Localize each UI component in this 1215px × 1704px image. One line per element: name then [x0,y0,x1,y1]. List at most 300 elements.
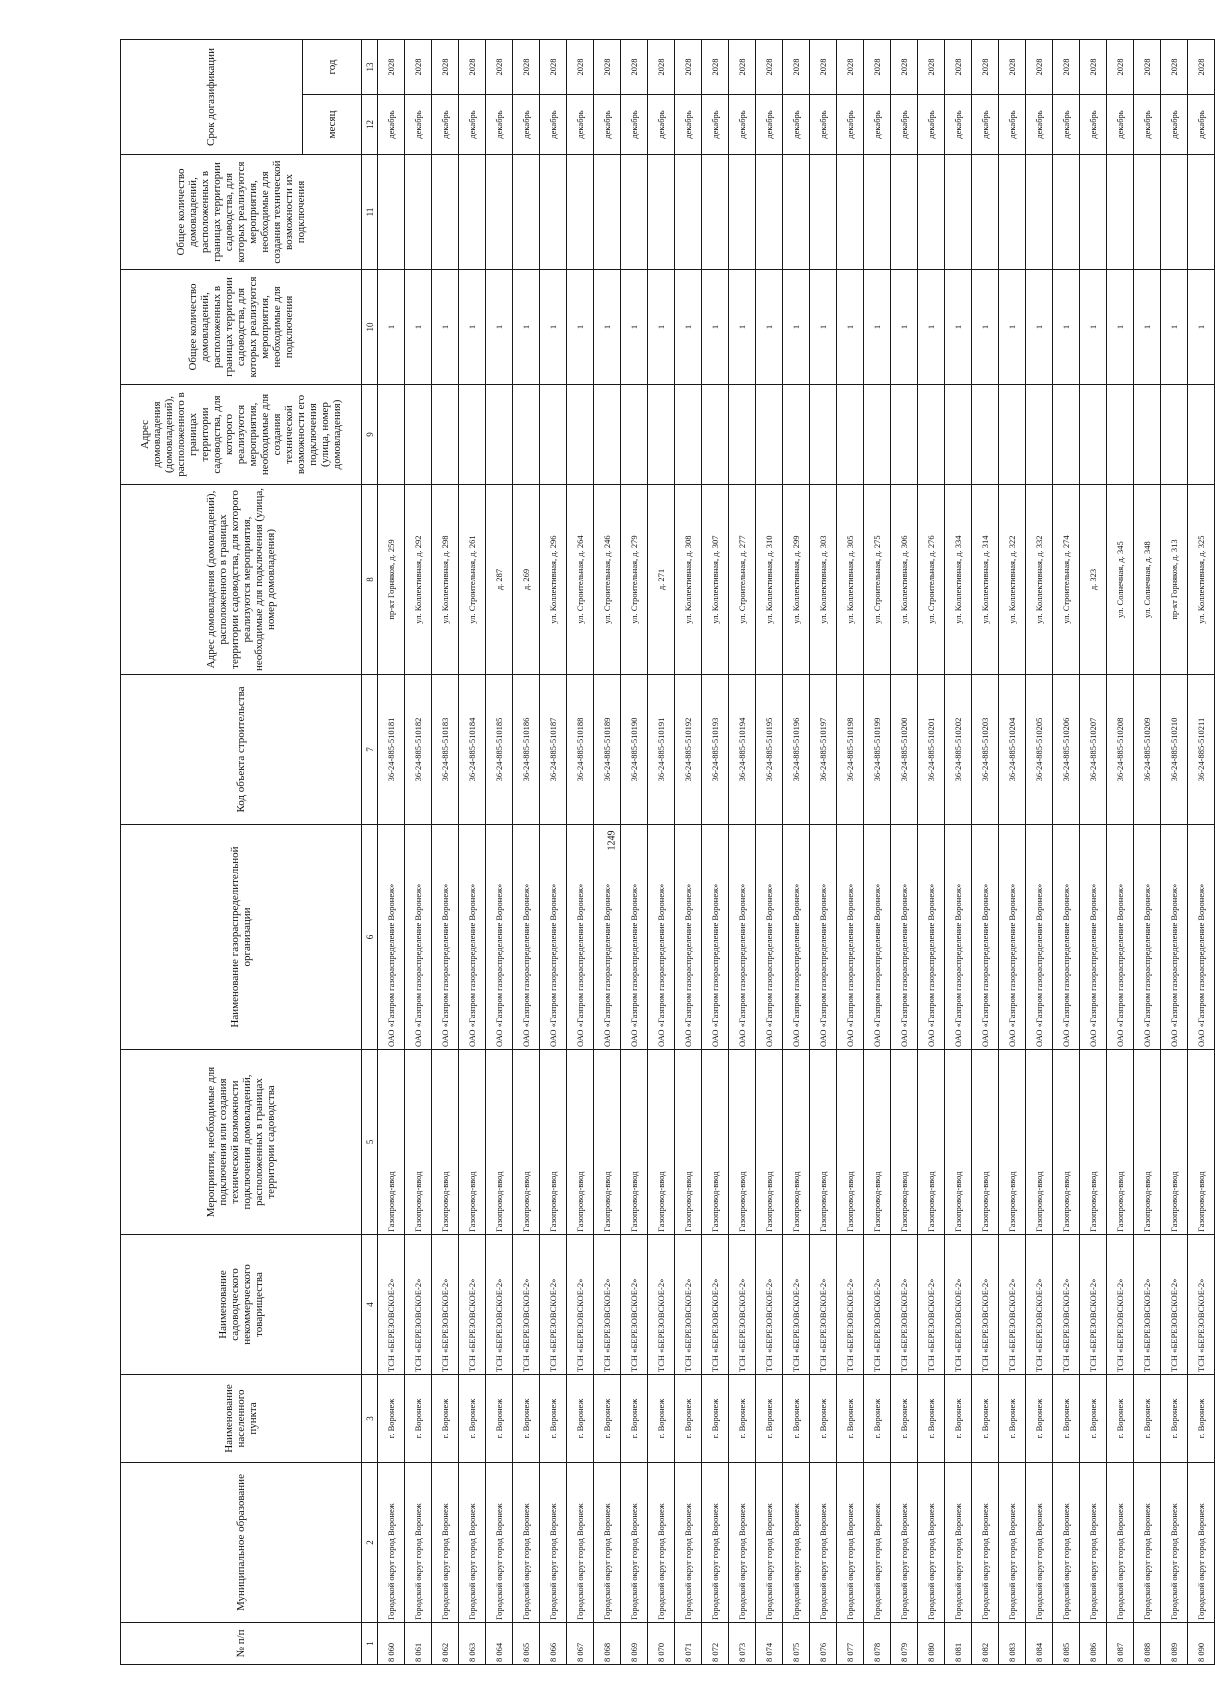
measures-cell: Газопровод-ввод [567,1050,594,1235]
address-cell: пр-кт Горняков, д. 259 [378,485,405,675]
settlement-cell: г. Воронеж [972,1375,999,1463]
column-number: 1 [362,1623,378,1665]
municipality-cell: Городской округ город Воронеж [648,1463,675,1623]
gas-organization-cell: ОАО «Газпром газораспределение Воронеж» [621,825,648,1050]
count-cell: 1 [810,270,837,385]
measures-cell: Газопровод-ввод [702,1050,729,1235]
municipality-cell: Городской округ город Воронеж [999,1463,1026,1623]
technical-address-cell [1053,385,1080,485]
row-number: 8 070 [648,1623,675,1665]
address-cell: ул. Коллективная, д. 298 [432,485,459,675]
measures-cell: Газопровод-ввод [378,1050,405,1235]
technical-count-cell [756,155,783,270]
gas-organization-cell: ОАО «Газпром газораспределение Воронеж» [459,825,486,1050]
settlement-cell: г. Воронеж [945,1375,972,1463]
table-row [567,39,594,1664]
header-settlement: Наименование населенного пункта [121,1375,362,1463]
settlement-cell: г. Воронеж [1080,1375,1107,1463]
municipality-cell: Городской округ город Воронеж [945,1463,972,1623]
technical-count-cell [1188,155,1215,270]
measures-cell: Газопровод-ввод [918,1050,945,1235]
technical-count-cell [972,155,999,270]
measures-cell: Газопровод-ввод [621,1050,648,1235]
count-cell: 1 [540,270,567,385]
row-number: 8 061 [405,1623,432,1665]
municipality-cell: Городской округ город Воронеж [432,1463,459,1623]
address-cell: ул. Коллективная, д. 310 [756,485,783,675]
header-row-number: № п/п [121,1623,362,1665]
address-cell: ул. Строительная, д. 261 [459,485,486,675]
object-code-cell: 36-24-885-510203 [972,675,999,825]
gas-organization-cell: ОАО «Газпром газораспределение Воронеж» [837,825,864,1050]
month-cell: декабрь [540,95,567,155]
partnership-cell: ТСН «БЕРЕЗОВСКОЕ-2» [540,1235,567,1375]
page-number: 1249 [606,830,618,851]
partnership-cell: ТСН «БЕРЕЗОВСКОЕ-2» [891,1235,918,1375]
table-row [837,39,864,1664]
row-number: 8 079 [891,1623,918,1665]
month-cell: декабрь [378,95,405,155]
table-row [378,39,405,1664]
year-cell: 2028 [675,39,702,94]
settlement-cell: г. Воронеж [810,1375,837,1463]
gas-organization-cell: ОАО «Газпром газораспределение Воронеж» [918,825,945,1050]
settlement-cell: г. Воронеж [675,1375,702,1463]
technical-count-cell [837,155,864,270]
row-number: 8 078 [864,1623,891,1665]
count-cell: 1 [783,270,810,385]
month-cell: декабрь [1161,95,1188,155]
measures-cell: Газопровод-ввод [405,1050,432,1235]
object-code-cell: 36-24-885-510187 [540,675,567,825]
gas-organization-cell: ОАО «Газпром газораспределение Воронеж» [513,825,540,1050]
measures-cell: Газопровод-ввод [432,1050,459,1235]
partnership-cell: ТСН «БЕРЕЗОВСКОЕ-2» [1134,1235,1161,1375]
address-cell: ул. Строительная, д. 274 [1053,485,1080,675]
settlement-cell: г. Воронеж [1107,1375,1134,1463]
gas-organization-cell: ОАО «Газпром газораспределение Воронеж» [783,825,810,1050]
municipality-cell: Городской округ город Воронеж [729,1463,756,1623]
address-cell: ул. Коллективная, д. 322 [999,485,1026,675]
count-cell: 1 [891,270,918,385]
address-cell: ул. Коллективная, д. 303 [810,485,837,675]
count-cell: 1 [1026,270,1053,385]
count-cell: 1 [702,270,729,385]
count-cell: 1 [1134,270,1161,385]
technical-address-cell [675,385,702,485]
municipality-cell: Городской округ город Воронеж [864,1463,891,1623]
measures-cell: Газопровод-ввод [1080,1050,1107,1235]
header-month: месяц [302,95,361,155]
object-code-cell: 36-24-885-510204 [999,675,1026,825]
object-code-cell: 36-24-885-510202 [945,675,972,825]
address-cell: д. 323 [1080,485,1107,675]
year-cell: 2028 [1161,39,1188,94]
address-cell: ул. Коллективная, д. 299 [783,485,810,675]
technical-address-cell [621,385,648,485]
address-cell: д. 271 [648,485,675,675]
object-code-cell: 36-24-885-510190 [621,675,648,825]
technical-count-cell [486,155,513,270]
count-cell: 1 [1053,270,1080,385]
address-cell: пр-кт Горняков, д. 313 [1161,485,1188,675]
header-count-technical: Общее количество домовладений, расположенных в границах территории садоводства, для которых реализуются мероприятия, необходимые для создания технической возможности их подключения [121,155,362,270]
municipality-cell: Городской округ город Воронеж [1080,1463,1107,1623]
object-code-cell: 36-24-885-510184 [459,675,486,825]
municipality-cell: Городской округ город Воронеж [837,1463,864,1623]
partnership-cell: ТСН «БЕРЕЗОВСКОЕ-2» [756,1235,783,1375]
gas-organization-cell: ОАО «Газпром газораспределение Воронеж» [486,825,513,1050]
partnership-cell: ТСН «БЕРЕЗОВСКОЕ-2» [432,1235,459,1375]
measures-cell: Газопровод-ввод [783,1050,810,1235]
year-cell: 2028 [1107,39,1134,94]
technical-address-cell [567,385,594,485]
count-cell: 1 [432,270,459,385]
count-cell: 1 [945,270,972,385]
measures-cell: Газопровод-ввод [945,1050,972,1235]
technical-address-cell [756,385,783,485]
technical-count-cell [1080,155,1107,270]
gas-organization-cell: ОАО «Газпром газораспределение Воронеж» [999,825,1026,1050]
technical-address-cell [891,385,918,485]
table-row [972,39,999,1664]
address-cell: ул. Коллективная, д. 296 [540,485,567,675]
count-cell: 1 [1161,270,1188,385]
row-number: 8 080 [918,1623,945,1665]
measures-cell: Газопровод-ввод [1161,1050,1188,1235]
gas-organization-cell: ОАО «Газпром газораспределение Воронеж» [1188,825,1215,1050]
address-cell: ул. Солнечная, д. 348 [1134,485,1161,675]
object-code-cell: 36-24-885-510193 [702,675,729,825]
settlement-cell: г. Воронеж [1161,1375,1188,1463]
municipality-cell: Городской округ город Воронеж [1026,1463,1053,1623]
partnership-cell: ТСН «БЕРЕЗОВСКОЕ-2» [1053,1235,1080,1375]
row-number: 8 071 [675,1623,702,1665]
table-row [486,39,513,1664]
year-cell: 2028 [945,39,972,94]
table-row [1188,39,1215,1664]
address-cell: ул. Строительная, д. 277 [729,485,756,675]
technical-address-cell [702,385,729,485]
settlement-cell: г. Воронеж [918,1375,945,1463]
month-cell: декабрь [1080,95,1107,155]
municipality-cell: Городской округ город Воронеж [540,1463,567,1623]
column-number: 13 [362,39,378,94]
technical-address-cell [486,385,513,485]
gas-organization-cell: ОАО «Газпром газораспределение Воронеж» [378,825,405,1050]
partnership-cell: ТСН «БЕРЕЗОВСКОЕ-2» [459,1235,486,1375]
partnership-cell: ТСН «БЕРЕЗОВСКОЕ-2» [567,1235,594,1375]
gas-organization-cell: ОАО «Газпром газораспределение Воронеж» [432,825,459,1050]
partnership-cell: ТСН «БЕРЕЗОВСКОЕ-2» [675,1235,702,1375]
partnership-cell: ТСН «БЕРЕЗОВСКОЕ-2» [1107,1235,1134,1375]
year-cell: 2028 [405,39,432,94]
measures-cell: Газопровод-ввод [513,1050,540,1235]
partnership-cell: ТСН «БЕРЕЗОВСКОЕ-2» [1026,1235,1053,1375]
technical-address-cell [1161,385,1188,485]
gas-organization-cell: ОАО «Газпром газораспределение Воронеж» [945,825,972,1050]
address-cell: ул. Коллективная, д. 306 [891,485,918,675]
month-cell: декабрь [729,95,756,155]
municipality-cell: Городской округ город Воронеж [891,1463,918,1623]
gas-organization-cell: ОАО «Газпром газораспределение Воронеж» [405,825,432,1050]
count-cell: 1 [486,270,513,385]
partnership-cell: ТСН «БЕРЕЗОВСКОЕ-2» [1080,1235,1107,1375]
table-row [1080,39,1107,1664]
gas-organization-cell: ОАО «Газпром газораспределение Воронеж» [1026,825,1053,1050]
technical-address-cell [1107,385,1134,485]
address-cell: ул. Коллективная, д. 308 [675,485,702,675]
object-code-cell: 36-24-885-510182 [405,675,432,825]
count-cell: 1 [675,270,702,385]
object-code-cell: 36-24-885-510208 [1107,675,1134,825]
rotated-table-container [120,40,1206,1665]
year-cell: 2028 [783,39,810,94]
object-code-cell: 36-24-885-510185 [486,675,513,825]
row-number: 8 068 [594,1623,621,1665]
year-cell: 2028 [918,39,945,94]
measures-cell: Газопровод-ввод [891,1050,918,1235]
measures-cell: Газопровод-ввод [729,1050,756,1235]
header-municipality: Муниципальное образование [121,1463,362,1623]
technical-address-cell [1188,385,1215,485]
month-cell: декабрь [837,95,864,155]
address-cell: ул. Коллективная, д. 292 [405,485,432,675]
technical-count-cell [1161,155,1188,270]
technical-count-cell [648,155,675,270]
settlement-cell: г. Воронеж [1026,1375,1053,1463]
municipality-cell: Городской округ город Воронеж [1134,1463,1161,1623]
technical-address-cell [378,385,405,485]
address-cell: д. 287 [486,485,513,675]
year-cell: 2028 [621,39,648,94]
month-cell: декабрь [621,95,648,155]
table-row [1107,39,1134,1664]
table-row [783,39,810,1664]
row-number: 8 062 [432,1623,459,1665]
municipality-cell: Городской округ город Воронеж [1161,1463,1188,1623]
year-cell: 2028 [1080,39,1107,94]
technical-count-cell [783,155,810,270]
count-cell: 1 [756,270,783,385]
address-cell: ул. Солнечная, д. 345 [1107,485,1134,675]
address-cell: ул. Коллективная, д. 314 [972,485,999,675]
table-row [1026,39,1053,1664]
municipality-cell: Городской округ город Воронеж [1107,1463,1134,1623]
table-row [513,39,540,1664]
month-cell: декабрь [1107,95,1134,155]
address-cell: д. 269 [513,485,540,675]
column-number: 10 [362,270,378,385]
gas-organization-cell: ОАО «Газпром газораспределение Воронеж» [729,825,756,1050]
year-cell: 2028 [594,39,621,94]
settlement-cell: г. Воронеж [378,1375,405,1463]
partnership-cell: ТСН «БЕРЕЗОВСКОЕ-2» [783,1235,810,1375]
technical-address-cell [864,385,891,485]
partnership-cell: ТСН «БЕРЕЗОВСКОЕ-2» [918,1235,945,1375]
year-cell: 2028 [864,39,891,94]
gas-organization-cell: ОАО «Газпром газораспределение Воронеж» [891,825,918,1050]
gas-organization-cell: ОАО «Газпром газораспределение Воронеж» [1107,825,1134,1050]
month-cell: декабрь [756,95,783,155]
count-cell: 1 [837,270,864,385]
table-row [675,39,702,1664]
row-number: 8 075 [783,1623,810,1665]
object-code-cell: 36-24-885-510198 [837,675,864,825]
gas-organization-cell: ОАО «Газпром газораспределение Воронеж» [1053,825,1080,1050]
municipality-cell: Городской округ город Воронеж [621,1463,648,1623]
technical-address-cell [594,385,621,485]
year-cell: 2028 [729,39,756,94]
count-cell: 1 [729,270,756,385]
technical-count-cell [1107,155,1134,270]
count-cell: 1 [972,270,999,385]
technical-count-cell [1053,155,1080,270]
object-code-cell: 36-24-885-510199 [864,675,891,825]
month-cell: декабрь [1134,95,1161,155]
year-cell: 2028 [972,39,999,94]
table-row [891,39,918,1664]
object-code-cell: 36-24-885-510196 [783,675,810,825]
measures-cell: Газопровод-ввод [810,1050,837,1235]
month-cell: декабрь [513,95,540,155]
partnership-cell: ТСН «БЕРЕЗОВСКОЕ-2» [972,1235,999,1375]
partnership-cell: ТСН «БЕРЕЗОВСКОЕ-2» [513,1235,540,1375]
table-row [999,39,1026,1664]
year-cell: 2028 [378,39,405,94]
object-code-cell: 36-24-885-510210 [1161,675,1188,825]
municipality-cell: Городской округ город Воронеж [378,1463,405,1623]
settlement-cell: г. Воронеж [864,1375,891,1463]
row-number: 8 063 [459,1623,486,1665]
municipality-cell: Городской округ город Воронеж [918,1463,945,1623]
count-cell: 1 [567,270,594,385]
address-cell: ул. Коллективная, д. 334 [945,485,972,675]
object-code-cell: 36-24-885-510194 [729,675,756,825]
year-cell: 2028 [432,39,459,94]
address-cell: ул. Коллективная, д. 332 [1026,485,1053,675]
year-cell: 2028 [1134,39,1161,94]
year-cell: 2028 [810,39,837,94]
month-cell: декабрь [648,95,675,155]
table-row [405,39,432,1664]
row-number: 8 066 [540,1623,567,1665]
month-cell: декабрь [891,95,918,155]
gas-organization-cell: ОАО «Газпром газораспределение Воронеж» [756,825,783,1050]
year-cell: 2028 [459,39,486,94]
measures-cell: Газопровод-ввод [837,1050,864,1235]
settlement-cell: г. Воронеж [702,1375,729,1463]
technical-count-cell [567,155,594,270]
partnership-cell: ТСН «БЕРЕЗОВСКОЕ-2» [999,1235,1026,1375]
row-number: 8 067 [567,1623,594,1665]
settlement-cell: г. Воронеж [1188,1375,1215,1463]
settlement-cell: г. Воронеж [729,1375,756,1463]
header-deadline: Срок догазификации [121,39,303,154]
object-code-cell: 36-24-885-510197 [810,675,837,825]
technical-count-cell [918,155,945,270]
measures-cell: Газопровод-ввод [864,1050,891,1235]
gas-organization-cell: ОАО «Газпром газораспределение Воронеж» [540,825,567,1050]
month-cell: декабрь [1053,95,1080,155]
column-numbers-row [362,39,378,1664]
technical-address-cell [837,385,864,485]
settlement-cell: г. Воронеж [459,1375,486,1463]
measures-cell: Газопровод-ввод [459,1050,486,1235]
row-number: 8 073 [729,1623,756,1665]
object-code-cell: 36-24-885-510201 [918,675,945,825]
row-number: 8 083 [999,1623,1026,1665]
row-number: 8 085 [1053,1623,1080,1665]
technical-count-cell [729,155,756,270]
gas-organization-cell: ОАО «Газпром газораспределение Воронеж» [675,825,702,1050]
row-number: 8 072 [702,1623,729,1665]
partnership-cell: ТСН «БЕРЕЗОВСКОЕ-2» [702,1235,729,1375]
municipality-cell: Городской округ город Воронеж [810,1463,837,1623]
address-cell: ул. Коллективная, д. 305 [837,485,864,675]
count-cell: 1 [459,270,486,385]
row-number: 8 089 [1161,1623,1188,1665]
measures-cell: Газопровод-ввод [1134,1050,1161,1235]
column-number: 5 [362,1050,378,1235]
municipality-cell: Городской округ город Воронеж [567,1463,594,1623]
gas-organization-cell: ОАО «Газпром газораспределение Воронеж» [648,825,675,1050]
partnership-cell: ТСН «БЕРЕЗОВСКОЕ-2» [621,1235,648,1375]
row-number: 8 082 [972,1623,999,1665]
month-cell: декабрь [783,95,810,155]
measures-cell: Газопровод-ввод [1026,1050,1053,1235]
gasification-table [120,39,1215,1665]
row-number: 8 084 [1026,1623,1053,1665]
technical-address-cell [405,385,432,485]
object-code-cell: 36-24-885-510192 [675,675,702,825]
municipality-cell: Городской округ город Воронеж [783,1463,810,1623]
gas-organization-cell: ОАО «Газпром газораспределение Воронеж» [1134,825,1161,1050]
month-cell: декабрь [918,95,945,155]
gas-organization-cell: ОАО «Газпром газораспределение Воронеж» [1080,825,1107,1050]
settlement-cell: г. Воронеж [1134,1375,1161,1463]
column-number: 11 [362,155,378,270]
column-number: 9 [362,385,378,485]
table-row [1161,39,1188,1664]
partnership-cell: ТСН «БЕРЕЗОВСКОЕ-2» [594,1235,621,1375]
row-number: 8 060 [378,1623,405,1665]
count-cell: 1 [405,270,432,385]
technical-count-cell [810,155,837,270]
technical-address-cell [918,385,945,485]
table-row [864,39,891,1664]
month-cell: декабрь [1026,95,1053,155]
technical-address-cell [729,385,756,485]
header-year: год [302,39,361,94]
row-number: 8 077 [837,1623,864,1665]
technical-count-cell [405,155,432,270]
municipality-cell: Городской округ город Воронеж [675,1463,702,1623]
address-cell: ул. Коллективная, д. 325 [1188,485,1215,675]
month-cell: декабрь [567,95,594,155]
count-cell: 1 [513,270,540,385]
table-row [1134,39,1161,1664]
column-number: 3 [362,1375,378,1463]
technical-address-cell [540,385,567,485]
column-number: 4 [362,1235,378,1375]
month-cell: декабрь [459,95,486,155]
table-row [702,39,729,1664]
count-cell: 1 [1080,270,1107,385]
year-cell: 2028 [1188,39,1215,94]
object-code-cell: 36-24-885-510188 [567,675,594,825]
year-cell: 2028 [567,39,594,94]
